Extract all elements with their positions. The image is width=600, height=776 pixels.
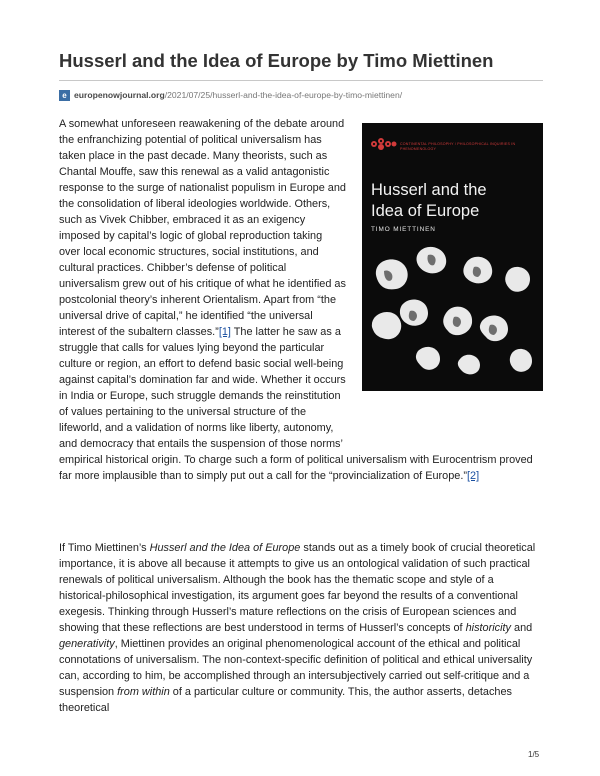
p1-text-b: The latter he saw as a struggle that calls for values lying beyond the particular culture or region, an effort to defend basic social well-being against capital’s domination far and wide. Whether it occurs in India or Europe, such struggle demands the reinstitution of values pertaining to the universal structure of the lifeworld, and a validation of norms like liberty, autonomy, and democracy that entails the suspension of those norms’ empirical historical origin. To charge such a form of political universalism with Eurocentrism proved far more implausible than to simply put out a call for the “provincialization of Europe.” — [59, 326, 533, 482]
book-title-italic: Husserl and the Idea of Europe — [149, 542, 301, 554]
article-title: Husserl and the Idea of Europe by Timo Miettinen — [59, 50, 494, 71]
p2-text-e: of a particular culture or community. This, the author asserts, detaches theoretical — [59, 686, 512, 714]
site-favicon-icon: e — [59, 90, 70, 101]
page-number: 1/5 — [528, 750, 540, 759]
cover-title-line-2: Idea of Europe — [371, 202, 480, 220]
source-domain: europenowjournal.org — [74, 90, 165, 100]
term-from-within: from within — [117, 686, 170, 698]
footnote-link-1[interactable]: [1] — [218, 326, 231, 338]
book-cover-image — [362, 123, 543, 391]
term-generativity: generativity — [59, 638, 115, 650]
cover-series-name: CONTINENTAL PHILOSOPHY / PHILOSOPHICAL INQUIRIES IN PHENOMENOLOGY — [400, 142, 516, 151]
source-line — [59, 88, 402, 102]
title-divider — [59, 80, 543, 81]
source-path: /2021/07/25/husserl-and-the-idea-of-europe-by-timo-miettinen/ — [164, 90, 403, 100]
cover-artwork — [362, 241, 543, 391]
p2-text-b: stands out as a timely book of crucial theoretical importance, it is above all because it attempts to give us an ontological validation of such practical renewals of political universalism. Although the book has the thematic scope and style of a historical-philosophical investigation, its argument goes far beyond the results of a conventional exegesis. Thinking through Husserl’s mature reflections on the crisis of European sciences and showing that these reflections are best understood in terms of Husserl’s concepts of — [59, 542, 536, 634]
footnote-link-2[interactable]: [2] — [467, 470, 480, 482]
series-logo-icon — [370, 137, 398, 151]
cover-title — [371, 180, 541, 222]
p2-text-d: , Miettinen provides an original phenomenological account of the ethical and political connotations of universalism. The non-context-specific definition of political and ethical universality can, according to him, be accomplished through an intersubjectively carried out self-critique and a suspension — [59, 638, 533, 698]
cover-author: TIMO MIETTINEN — [371, 226, 436, 233]
source-link[interactable] — [74, 90, 402, 100]
paragraph-2 — [59, 540, 543, 716]
term-historicity: historicity — [465, 622, 511, 634]
p2-text-a: If Timo Miettinen’s — [59, 542, 150, 554]
cover-title-line-1: Husserl and the — [371, 181, 487, 199]
p1-text-a: A somewhat unforeseen reawakening of the debate around the enfranchizing potential of political universalism has taken place in the past decade. Many theorists, such as Chantal Mouffe, saw this renewal as a valid antagonistic response to the surge of nationalist populism in Europe and the consolidation of liberal ideologies worldwide. Others, such as Vivek Chibber, embraced it as an exigency imposed by capital’s logic of global reproduction taking over local economic structures, social institutions, and cultural practices. Chibber’s defense of political universalism grew out of his critique of what he identified as postcolonial theory’s inherent Orientalism. Apart from “the universal drive of capital,” he identified “the universal interest of the subaltern classes.” — [59, 118, 346, 338]
p2-text-c: and — [511, 622, 533, 634]
